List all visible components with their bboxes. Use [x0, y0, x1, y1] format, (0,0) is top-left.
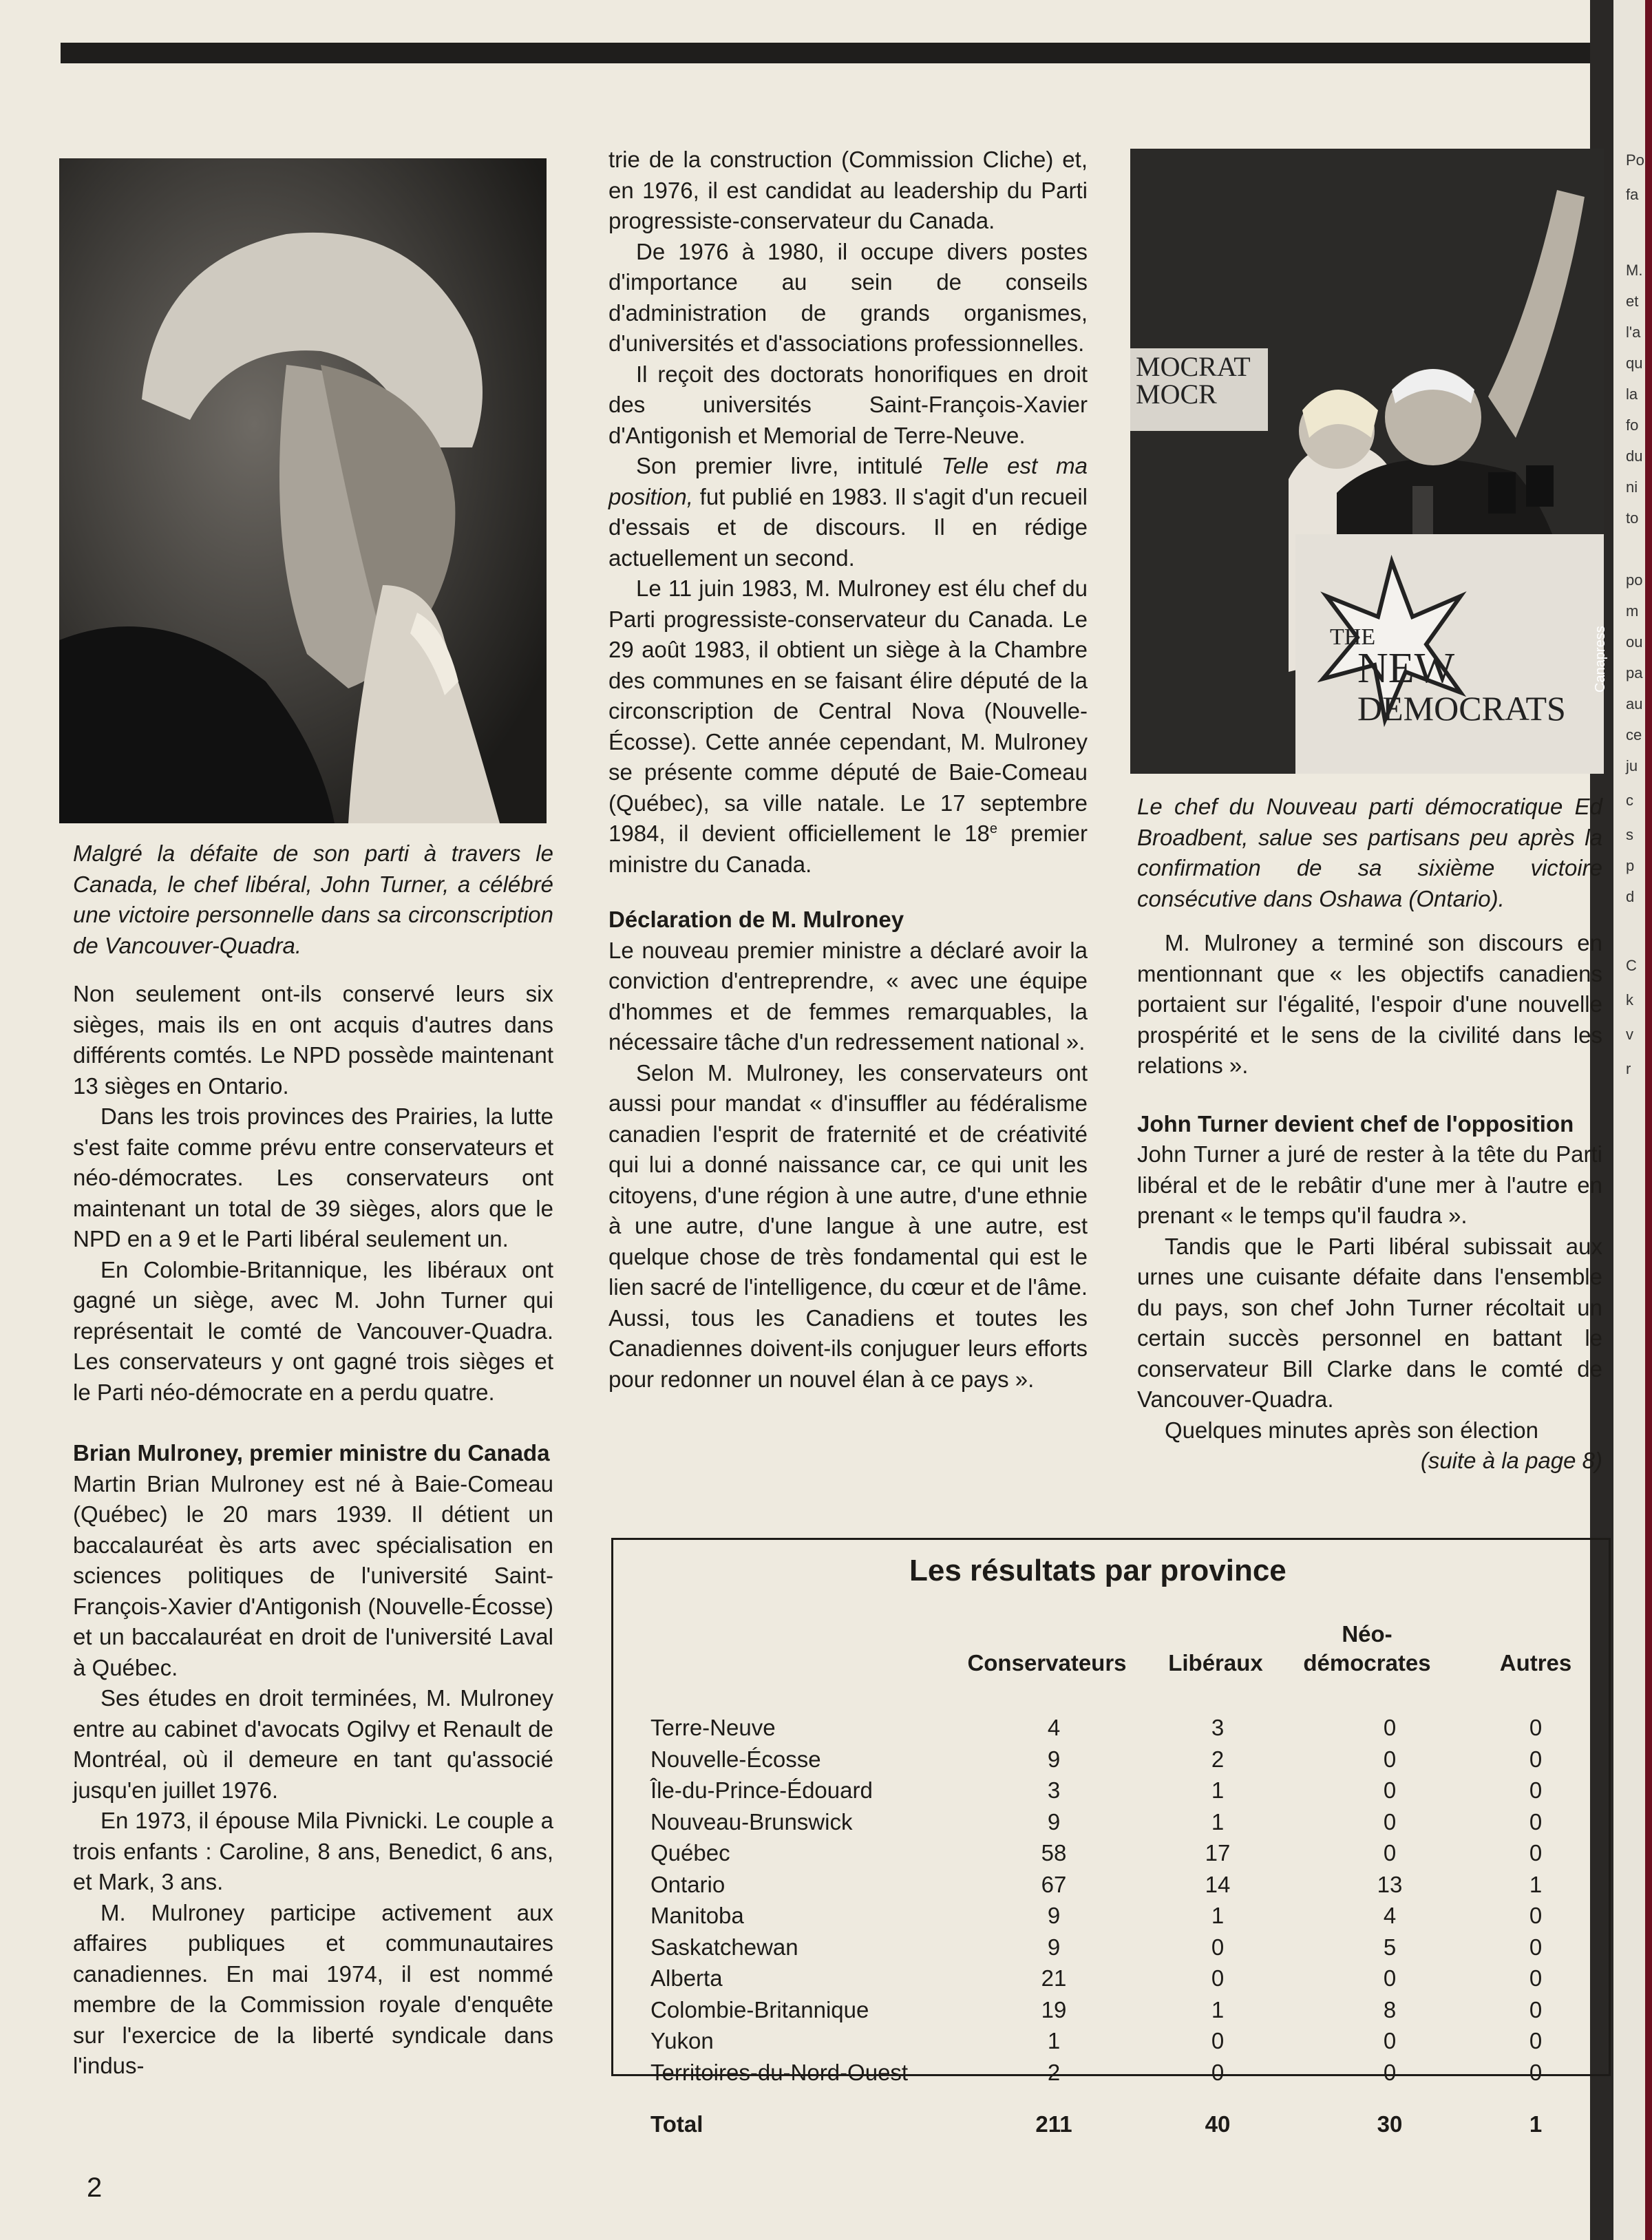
table-total-row [613, 2111, 1609, 2142]
total-value: 30 [1377, 2111, 1403, 2137]
cell-value: 3 [1047, 1777, 1061, 1803]
cell-value: 21 [1041, 1965, 1067, 1991]
cell-value: 0 [1529, 1808, 1543, 1835]
cell-value: 0 [1529, 1996, 1543, 2022]
adjacent-page-text-fragment: m [1626, 602, 1639, 620]
cell-value: 1 [1047, 2028, 1061, 2053]
table-row [613, 1934, 1609, 1965]
cell-value: 0 [1383, 1777, 1397, 1803]
cell-value: 0 [1211, 1934, 1225, 1960]
cell-value: 9 [1047, 1903, 1061, 1928]
province-name: Colombie-Britannique [650, 1996, 869, 2022]
province-name: Saskatchewan [650, 1934, 798, 1960]
adjacent-page-text-fragment: l'a [1626, 324, 1641, 341]
turner-photo-caption: Malgré la défaite de son parti à travers le Canada, le chef libéral, John Turner, a célébré une victoire personnelle dans sa circonscription de Vancouver-Quadra. [73, 841, 553, 958]
paragraph: Ses études en droit terminées, M. Mulroney entre au cabinet d'avocats Ogilvy et Renault de Montréal, où il demeure en tant qu'associé jusqu'en juillet 1976. [73, 1685, 553, 1803]
paragraph: trie de la construction (Commission Cliche) et, en 1976, il est candidat au leadership du Parti progressiste-conservateur du Canada. [608, 147, 1088, 233]
adjacent-page-text-fragment: la [1626, 385, 1638, 403]
paragraph: En Colombie-Britannique, les libéraux ont gagné un siège, avec M. John Turner qui représentait le comté de Vancouver-Quadra. Les conservateurs y ont gagné trois sièges et le Parti néo-démocrate en a perdu quatre. [73, 1256, 553, 1405]
province-name: Territoires-du-Nord-Ouest [650, 2059, 909, 2085]
cell-value: 0 [1529, 1965, 1543, 1991]
results-table [611, 1538, 1611, 2137]
continued-note: (suite à la page 8) [1420, 1448, 1602, 1473]
adjacent-page-text-fragment: k [1626, 991, 1633, 1008]
province-name: Terre-Neuve [650, 1715, 776, 1740]
column-2 [608, 145, 1088, 1395]
adjacent-page-text-fragment: qu [1626, 355, 1643, 372]
cell-value: 0 [1383, 1746, 1397, 1772]
adjacent-page-text-fragment: p [1626, 857, 1635, 874]
cell-value: 58 [1041, 1840, 1067, 1866]
cell-value: 4 [1383, 1903, 1397, 1928]
cell-value: 0 [1529, 1934, 1543, 1960]
table-row [613, 1715, 1609, 1746]
cell-value: 2 [1211, 1746, 1225, 1772]
province-name: Nouveau-Brunswick [650, 1808, 853, 1835]
cell-value: 3 [1211, 1715, 1225, 1740]
photo-credit: Canapress [1593, 626, 1608, 693]
adjacent-page-text-fragment: c [1626, 792, 1633, 809]
adjacent-page-text-fragment: ju [1626, 757, 1638, 774]
top-rule [61, 43, 1590, 63]
adjacent-page-text-fragment: po [1626, 571, 1643, 589]
paragraph: Quelques minutes après son élection [1165, 1417, 1538, 1443]
cell-value: 1 [1211, 1808, 1225, 1835]
text: premier ministre du Canada. [608, 821, 1088, 877]
sign-democrats: DEMOCRATS [1357, 689, 1566, 728]
cell-value: 0 [1529, 1746, 1543, 1772]
table-row [613, 1746, 1609, 1777]
cell-value: 19 [1041, 1996, 1067, 2022]
paragraph: De 1976 à 1980, il occupe divers postes d'importance au sein de conseils d'administration de grands organismes, d'universités et d'associations professionnelles. [608, 238, 1088, 356]
adjacent-page-text-fragment: au [1626, 695, 1643, 712]
cell-value: 13 [1377, 1871, 1403, 1897]
total-label: Total [650, 2111, 703, 2137]
adjacent-page-text-fragment: ou [1626, 633, 1643, 651]
adjacent-page-color-strip [1645, 0, 1652, 2240]
cell-value: 0 [1529, 2059, 1543, 2085]
cell-value: 8 [1383, 1996, 1397, 2022]
cell-value: 1 [1529, 1871, 1543, 1897]
cell-value: 1 [1211, 1777, 1225, 1803]
table-row [613, 1809, 1609, 1840]
sign-the: THE [1330, 624, 1376, 650]
cell-value: 0 [1529, 1715, 1543, 1740]
total-value: 1 [1529, 2111, 1543, 2137]
table-row [613, 2028, 1609, 2059]
province-name: Manitoba [650, 1903, 744, 1928]
photo-ed-broadbent [1130, 149, 1608, 774]
cell-value: 0 [1211, 2059, 1225, 2085]
turner-portrait-image [59, 158, 547, 823]
cell-value: 14 [1205, 1871, 1231, 1897]
paragraph: M. Mulroney a terminé son discours en mentionnant que « les objectifs canadiens portaient sur l'égalité, l'espoir d'une nouvelle prospérité et le sens de la civilité dans les relations ». [1137, 930, 1602, 1078]
province-name: Nouvelle-Écosse [650, 1746, 821, 1772]
col-header: Libéraux [1168, 1650, 1263, 1676]
text: fut publié en 1983. Il s'agit d'un recueil d'essais et de discours. Il en rédige actuellement un second. [608, 483, 1088, 571]
page-number: 2 [87, 2173, 103, 2203]
banner-text-back-1: MOCRAT [1136, 351, 1251, 382]
text: Son premier livre, intitulé [636, 453, 942, 478]
adjacent-page-text-fragment: v [1626, 1026, 1633, 1043]
col-header: Conservateurs [967, 1650, 1127, 1676]
cell-value: 2 [1047, 2059, 1061, 2085]
adjacent-page-text-fragment: M. [1626, 262, 1643, 279]
section-heading-turner: John Turner devient chef de l'opposition [1137, 1110, 1574, 1137]
paragraph: M. Mulroney participe activement aux affaires publiques et communautaires canadiennes. En mai 1974, il est nommé membre de la Commission royale d'enquête sur l'exercice de la liberté syndicale dans l'indus- [73, 1899, 553, 2078]
cell-value: 67 [1041, 1871, 1067, 1897]
section-heading-mulroney: Brian Mulroney, premier ministre du Canada [73, 1440, 550, 1466]
cell-value: 0 [1529, 1777, 1543, 1803]
table-row [613, 2060, 1609, 2091]
table-row [613, 1840, 1609, 1871]
cell-value: 9 [1047, 1808, 1061, 1835]
cell-value: 0 [1383, 1840, 1397, 1866]
adjacent-page-text-fragment: Po [1626, 151, 1644, 169]
cell-value: 17 [1205, 1840, 1231, 1866]
broadbent-rally-image [1130, 149, 1604, 774]
total-value: 211 [1035, 2111, 1072, 2137]
sign-new: NEW [1357, 645, 1455, 692]
paragraph: En 1973, il épouse Mila Pivnicki. Le couple a trois enfants : Caroline, 8 ans, Benedict, 6 ans, et Mark, 3 ans. [73, 1808, 553, 1894]
adjacent-page-text-fragment: du [1626, 447, 1643, 465]
cell-value: 0 [1529, 2028, 1543, 2053]
paragraph: Martin Brian Mulroney est né à Baie-Comeau (Québec) le 20 mars 1939. Il détient un baccalauréat ès arts avec spécialisation en sciences politiques de l'université Saint-François-Xavier d'Antigonish (Nouvelle-Écosse) et un baccalauréat en droit de l'université Laval à Québec. [73, 1470, 553, 1680]
adjacent-page-text-fragment: C [1626, 957, 1637, 974]
adjacent-page-text-fragment: d [1626, 888, 1635, 905]
table-row [613, 1872, 1609, 1903]
cell-value: 9 [1047, 1934, 1061, 1960]
paragraph: Tandis que le Parti libéral subissait aux urnes une cuisante défaite dans l'ensemble du pays, son chef John Turner récoltait un certain succès personnel en battant le conservateur Bill Clarke dans le comté de Vancouver-Quadra. [1137, 1233, 1602, 1412]
table-row [613, 1777, 1609, 1808]
text: Le 11 juin 1983, M. Mulroney est élu chef du Parti progressiste-conservateur du Canada. Le 29 août 1983, il obtient un siège à la Chambre des communes en se faisant élire député de la circonscription de Central Nova (Nouvelle-Écosse). Cette année cependant, M. Mulroney se présente comme député de Baie-Comeau (Québec), sa ville natale. Le 17 septembre 1984, il devient officiellement le 18 [608, 575, 1088, 846]
adjacent-page-text-fragment: s [1626, 826, 1633, 843]
cell-value: 0 [1383, 1715, 1397, 1740]
paragraph: Non seulement ont-ils conservé leurs six sièges, mais ils en ont acquis d'autres dans différents comtés. Le NPD possède maintenant 13 sièges en Ontario. [73, 981, 553, 1099]
col-header: Autres [1499, 1650, 1572, 1676]
paragraph [608, 573, 1088, 880]
cell-value: 0 [1529, 1903, 1543, 1928]
paragraph: Le nouveau premier ministre a déclaré avoir la conviction d'entreprendre, « avec une équipe d'hommes et de femmes remarquables, la nécessaire tâche d'un redressement national ». [608, 937, 1088, 1055]
adjacent-page-text-fragment: r [1626, 1060, 1631, 1077]
province-name: Alberta [650, 1965, 723, 1991]
cell-value: 0 [1383, 2059, 1397, 2085]
table-title: Les résultats par province [909, 1554, 1286, 1587]
paragraph: Il reçoit des doctorats honorifiques en droit des universités Saint-François-Xavier d'Antigonish et Memorial de Terre-Neuve. [608, 361, 1088, 448]
cell-value: 0 [1383, 1808, 1397, 1835]
cell-value: 0 [1383, 2028, 1397, 2053]
paragraph: Dans les trois provinces des Prairies, la lutte s'est faite comme prévu entre conservateurs et néo-démocrates. Les conservateurs ont maintenant un total de 39 sièges, alors que le NPD en a 9 et le Parti libéral seulement un. [73, 1103, 553, 1251]
adjacent-page-text-fragment: pa [1626, 664, 1643, 681]
province-name: Yukon [650, 2028, 714, 2053]
banner-text-back-2: MOCR [1136, 379, 1217, 410]
cell-value: 5 [1383, 1934, 1397, 1960]
adjacent-page-text-fragment: to [1626, 509, 1639, 527]
cell-value: 4 [1047, 1715, 1061, 1740]
cell-value: 1 [1211, 1903, 1225, 1928]
cell-value: 0 [1211, 2028, 1225, 2053]
cell-value: 0 [1383, 1965, 1397, 1991]
table-row [613, 1997, 1609, 2028]
section-heading-declaration: Déclaration de M. Mulroney [608, 907, 904, 932]
adjacent-page-text-fragment: fo [1626, 416, 1639, 434]
total-value: 40 [1205, 2111, 1231, 2137]
paragraph [608, 451, 1088, 573]
adjacent-page-text-fragment: fa [1626, 186, 1639, 203]
broadbent-photo-caption: Le chef du Nouveau parti démocratique Ed Broadbent, salue ses partisans peu après la confirmation de sa sixième victoire consécutive dans Oshawa (Ontario). [1137, 794, 1602, 911]
col-header: Néo-démocrates [1303, 1621, 1431, 1676]
cell-value: 0 [1211, 1965, 1225, 1991]
photo-john-turner [59, 158, 547, 823]
table-row [613, 1903, 1609, 1934]
paragraph: John Turner a juré de rester à la tête du Parti libéral et de le rebâtir d'une mer à l'autre en prenant « le temps qu'il faudra ». [1137, 1141, 1602, 1228]
cell-value: 9 [1047, 1746, 1061, 1772]
cell-value: 1 [1211, 1996, 1225, 2022]
column-1 [73, 838, 553, 2082]
province-name: Québec [650, 1840, 730, 1866]
table-row [613, 1965, 1609, 1996]
adjacent-page-text-fragment: ni [1626, 478, 1638, 496]
book-title: Telle est ma position, [608, 453, 1088, 509]
province-name: Île-du-Prince-Édouard [650, 1777, 873, 1803]
province-name: Ontario [650, 1871, 726, 1897]
column-3 [1137, 792, 1602, 1477]
paragraph: Selon M. Mulroney, les conservateurs ont aussi pour mandat « d'insuffler au fédéralisme canadien l'esprit de fraternité et de créativité qui lui a donné naissance car, ce qui unit les citoyens, d'une région à une autre, d'une ethnie à une autre, d'une langue à une autre, est quelque chose de très fondamental qui est le lien sacré de l'intelligence, du cœur et de l'âme. Aussi, tous les Canadiens et toutes les Canadiennes doivent-ils conjuguer leurs efforts pour redonner un nouvel élan à ce pays ». [608, 1059, 1088, 1392]
adjacent-page-text-fragment: et [1626, 293, 1639, 310]
ordinal-sup: e [989, 821, 997, 836]
cell-value: 0 [1529, 1840, 1543, 1866]
adjacent-page-edge [1613, 0, 1652, 2240]
adjacent-page-text-fragment: ce [1626, 726, 1642, 743]
